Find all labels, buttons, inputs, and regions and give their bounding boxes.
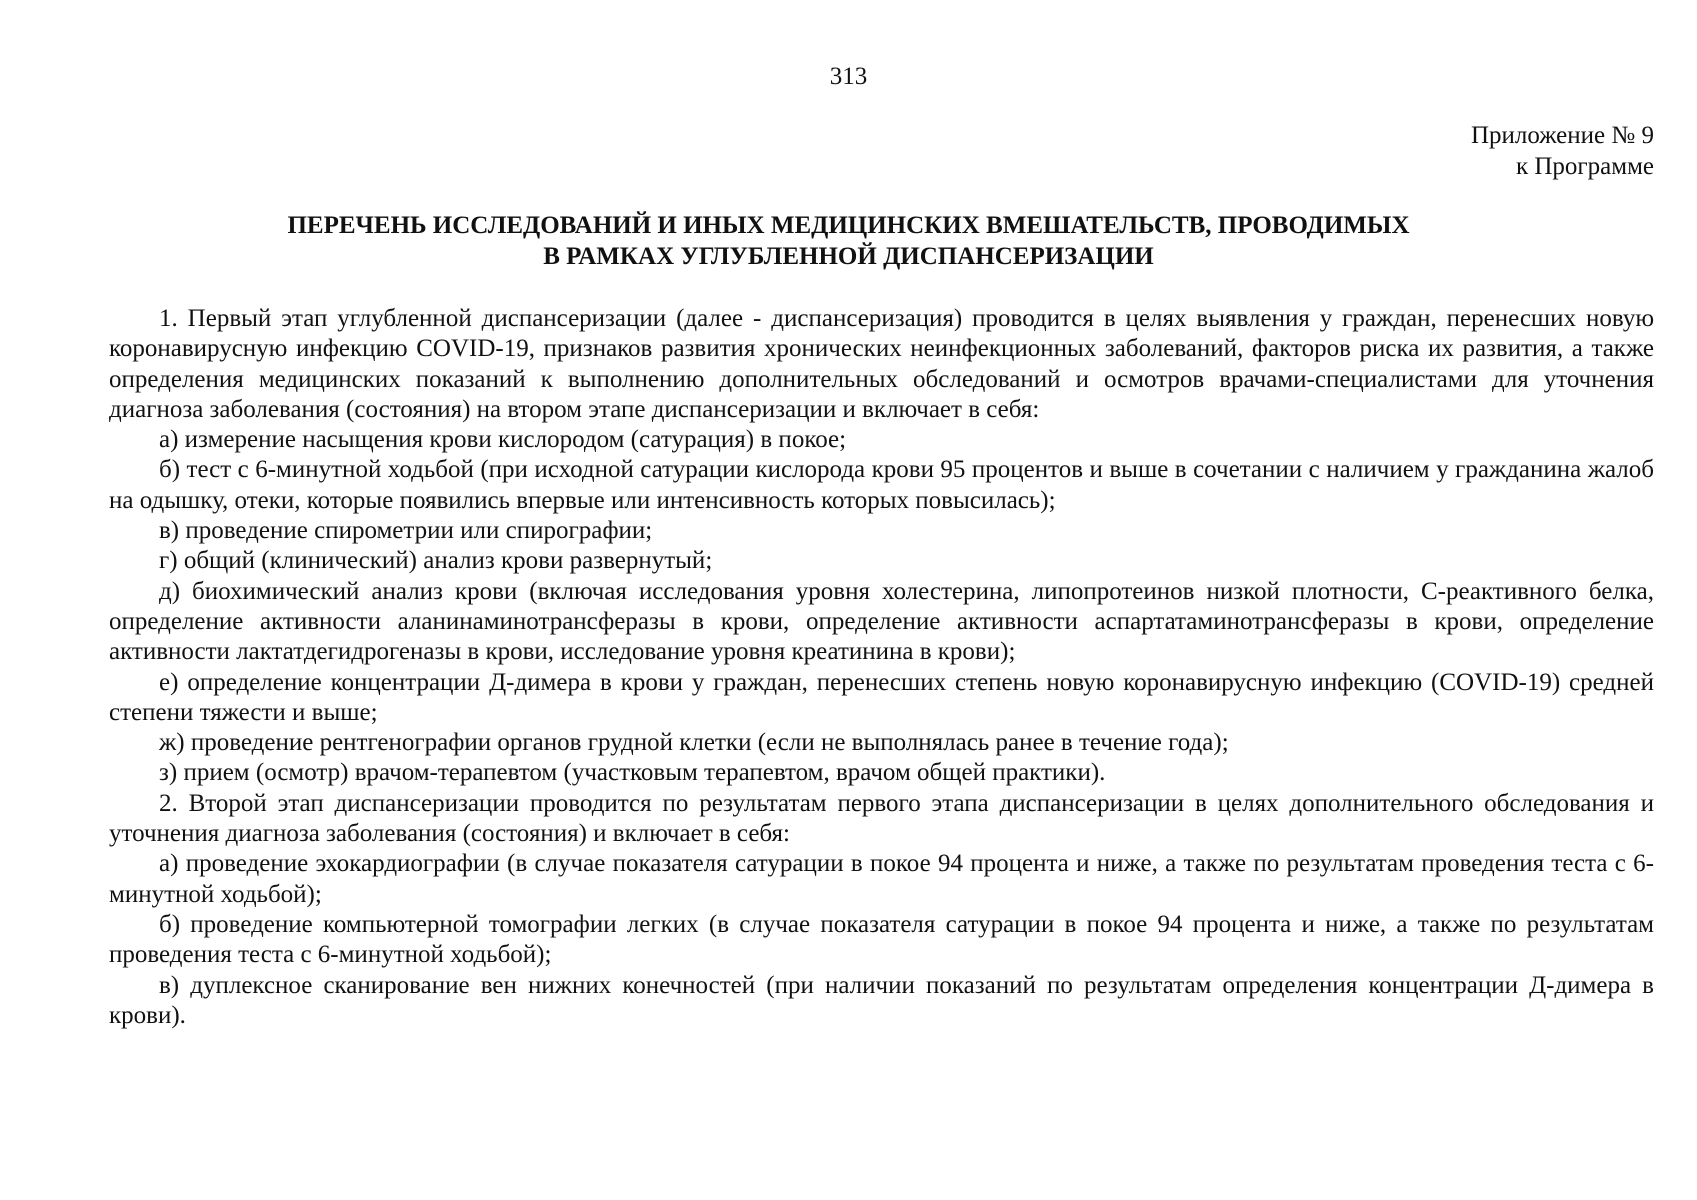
title-line-1: ПЕРЕЧЕНЬ ИССЛЕДОВАНИЙ И ИНЫХ МЕДИЦИНСКИХ ВМЕШАТЕЛЬСТВ, ПРОВОДИМЫХ (287, 212, 1410, 239)
appendix-note (1471, 120, 1654, 182)
appendix-line-1: Приложение № 9 (1470, 122, 1654, 149)
paragraph: д) биохимический анализ крови (включая исследования уровня холестерина, липопротеинов низкой плотности, С-реактивного белка, определение активности аланинаминотрансферазы в крови, определение активности аспартатаминотрансферазы в крови, определение активности лактатдегидрогеназы в крови, исследование уровня креатинина в крови); (109, 577, 1654, 666)
paragraph: ж) проведение рентгенографии органов грудной клетки (если не выполнялась ранее в течение года); (159, 729, 1229, 757)
paragraph: б) проведение компьютерной томографии легких (в случае показателя сатурации в покое 94 процента и ниже, а также по результатам проведения теста с 6-минутной ходьбой); (109, 910, 1654, 969)
paragraph: е) определение концентрации Д-димера в крови у граждан, перенесших степень новую коронавирусную инфекцию (COVID-19) средней степени тяжести и выше; (109, 668, 1654, 726)
paragraph: а) проведение эхокардиографии (в случае показателя сатурации в покое 94 процента и ниже, а также по результатам проведения теста с 6-минутной ходьбой); (109, 850, 1654, 908)
document-body (109, 304, 1654, 1031)
paragraph: 2. Второй этап диспансеризации проводится по результатам первого этапа диспансеризации в целях дополнительного обследования и уточнения диагноза заболевания (состояния) и включает в себя: (109, 789, 1654, 848)
paragraph: а) измерение насыщения крови кислородом (сатурация) в покое; (159, 426, 847, 454)
paragraph: з) прием (осмотр) врачом-терапевтом (участковым терапевтом, врачом общей практики). (159, 759, 1106, 787)
document-title (0, 210, 1697, 272)
title-line-2: В РАМКАХ УГЛУБЛЕННОЙ ДИСПАНСЕРИЗАЦИИ (543, 243, 1154, 270)
paragraph: 1. Первый этап углубленной диспансеризации (далее - диспансеризация) проводится в целях выявления у граждан, перенесших новую коронавирусную инфекцию COVID-19, признаков развития хронических неинфекционных заболеваний, факторов риска их развития, а также определения медицинских показаний к выполнению дополнительных обследований и осмотров врачами-специалистами для уточнения диагноза заболевания (состояния) на втором этапе диспансеризации и включает в себя: (109, 305, 1654, 423)
paragraph: г) общий (клинический) анализ крови развернутый; (159, 547, 713, 575)
paragraph: в) проведение спирометрии или спирографии; (159, 517, 653, 545)
paragraph: в) дуплексное сканирование вен нижних конечностей (при наличии показаний по результатам определения концентрации Д-димера в крови). (109, 971, 1654, 1029)
appendix-line-2: к Программе (1515, 153, 1654, 180)
paragraph: б) тест с 6-минутной ходьбой (при исходной сатурации кислорода крови 95 процентов и выше в сочетании с наличием у гражданина жалоб на одышку, отеки, которые появились впервые или интенсивность которых повысилась); (109, 456, 1654, 514)
page-number: 313 (829, 63, 868, 90)
